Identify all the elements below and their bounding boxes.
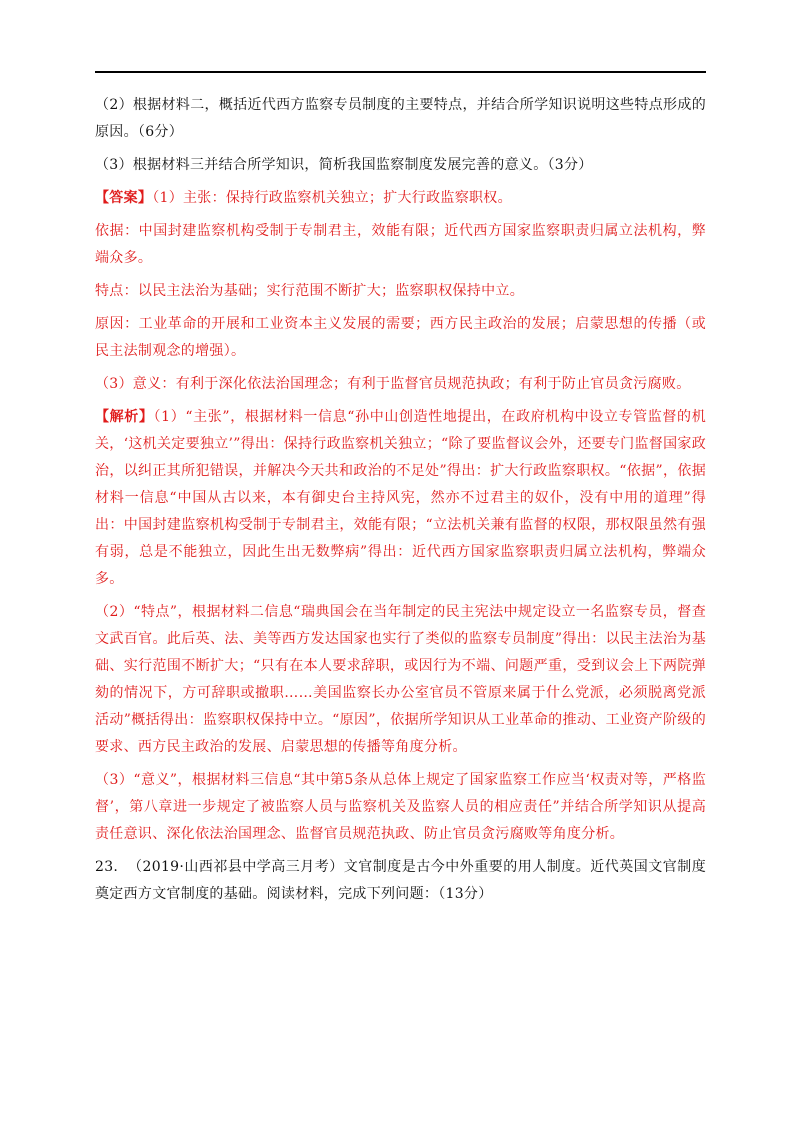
header-rule xyxy=(95,71,706,73)
analysis-part-2: （2）“特点”，根据材料二信息“瑞典国会在当年制定的民主宪法中规定设立一名监察专员，督查文武百官。此后英、法、美等西方发达国家也实行了类似的监察专员制度”得出：以民主法治为基础、实行范围不断扩大；“只有在本人要求辞职，或因行为不端、问题严重，受到议会上下两院弹劾的情况下，方可辞职或撤职……美国监察长办公室官员不管原来属于什么党派，必须脱离党派活动”概括得出：监察职权保持中立。“原因”，依据所学知识从工业革命的推动、工业资产阶级的要求、西方民主政治的发展、启蒙思想的传播等角度分析。 xyxy=(95,604,706,755)
answer-significance: （3）意义：有利于深化依法治国理念；有利于监督官员规范执政；有利于防止官员贪污腐败。 xyxy=(95,376,691,392)
analysis-part-1-text: （1）“主张”，根据材料一信息“孙中山创造性地提出，在政府机构中设立专管监督的机关，‘这机关定要独立’”得出：保持行政监察机关独立；“除了要监督议会外，还要专门监督国家政治，以纠正其所犯错误，并解决今天共和政治的不足处”得出：扩大行政监察职权。“依据”，依据材料一信息“中国从古以来，本有御史台主持风宪，然亦不过君主的奴仆，没有中用的道理”得出：中国封建监察机构受制于专制君主，效能有限；“立法机关兼有监督的权限，那权限虽然有强有弱，总是不能独立，因此生出无数弊病”得出：近代西方国家监察职责归属立法机构，弊端众多。 xyxy=(95,409,706,587)
analysis-part-1 xyxy=(95,404,706,593)
answer-claims: （1）主张：保持行政监察机关独立；扩大行政监察职权。 xyxy=(152,190,512,206)
question-2: （2）根据材料二，概括近代西方监察专员制度的主要特点，并结合所学知识说明这些特点形成的原因。（6分） xyxy=(95,97,706,140)
document-body xyxy=(95,92,706,908)
analysis-part-3: （3）“意义”，根据材料三信息“其中第5条从总体上规定了国家监察工作应当‘权责对等，严格监督’，第八章进一步规定了被监察人员与监察机关及监察人员的相应责任”并结合所学知识从提高责任意识、深化依法治国理念、监督官员规范执政、防止官员贪污腐败等角度分析。 xyxy=(95,772,706,842)
answer-line-1 xyxy=(95,185,706,212)
analysis-tag: 【解析】 xyxy=(95,409,154,425)
question-23: 23. （2019·山西祁县中学高三月考）文官制度是古今中外重要的用人制度。近代英国文官制度奠定西方文官制度的基础。阅读材料，完成下列问题：（13分） xyxy=(95,859,706,902)
answer-basis: 依据：中国封建监察机构受制于专制君主，效能有限；近代西方国家监察职责归属立法机构，弊端众多。 xyxy=(95,223,706,266)
answer-reasons: 原因：工业革命的开展和工业资本主义发展的需要；西方民主政治的发展；启蒙思想的传播（或民主法制观念的增强）。 xyxy=(95,316,706,359)
answer-tag: 【答案】 xyxy=(95,190,153,206)
question-3: （3）根据材料三并结合所学知识，简析我国监察制度发展完善的意义。（3分） xyxy=(95,157,593,173)
answer-features: 特点：以民主法治为基础；实行范围不断扩大；监察职权保持中立。 xyxy=(95,283,524,299)
